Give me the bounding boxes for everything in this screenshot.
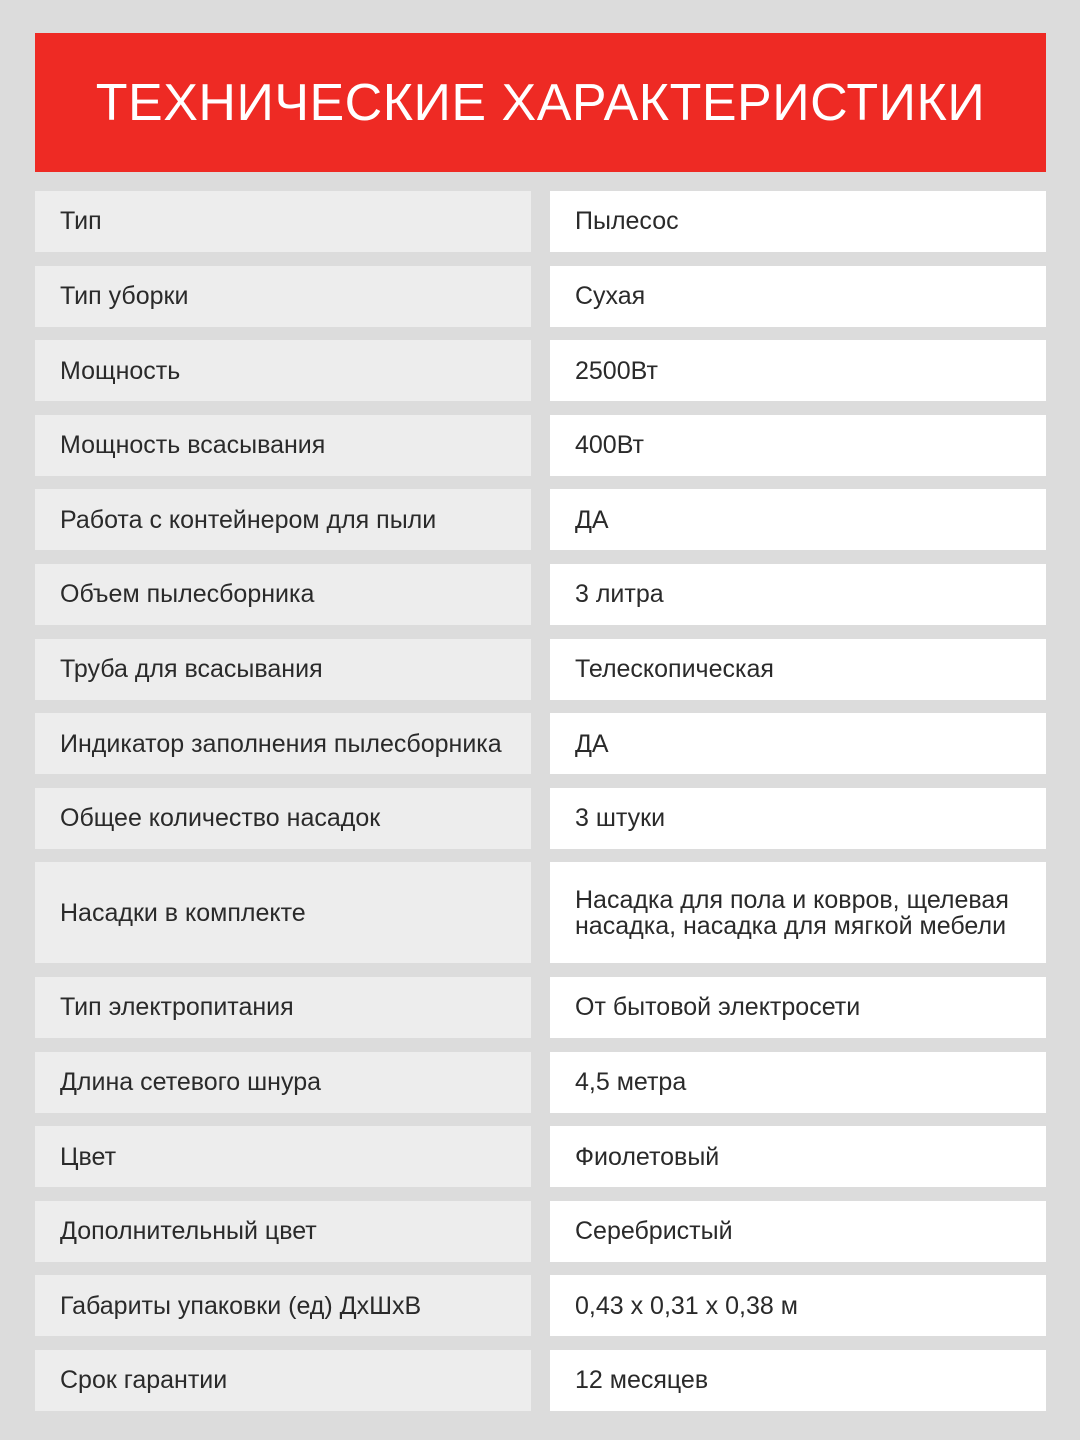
spec-label: Цвет bbox=[35, 1126, 531, 1187]
spec-row-dust-container bbox=[35, 489, 1046, 550]
spec-value: 4,5 метра bbox=[550, 1052, 1046, 1113]
spec-label: Тип bbox=[35, 191, 531, 252]
spec-value: Сухая bbox=[550, 266, 1046, 327]
spec-value: Телескопическая bbox=[550, 639, 1046, 700]
spec-row-included-nozzles bbox=[35, 862, 1046, 963]
spec-label: Индикатор заполнения пылесборника bbox=[35, 713, 531, 774]
spec-row-secondary-color bbox=[35, 1201, 1046, 1262]
spec-value: Серебристый bbox=[550, 1201, 1046, 1262]
spec-value: Насадка для пола и ковров, щелевая насадка, насадка для мягкой мебели bbox=[550, 862, 1046, 963]
spec-value: Пылесос bbox=[550, 191, 1046, 252]
spec-row-cleaning-type bbox=[35, 266, 1046, 327]
spec-value: ДА bbox=[550, 713, 1046, 774]
spec-row-fill-indicator bbox=[35, 713, 1046, 774]
spec-value: От бытовой электросети bbox=[550, 977, 1046, 1038]
spec-label: Мощность всасывания bbox=[35, 415, 531, 476]
spec-row-suction-tube bbox=[35, 639, 1046, 700]
spec-value: ДА bbox=[550, 489, 1046, 550]
spec-label: Срок гарантии bbox=[35, 1350, 531, 1411]
title-banner bbox=[35, 33, 1046, 172]
spec-label: Дополнительный цвет bbox=[35, 1201, 531, 1262]
spec-value: 3 штуки bbox=[550, 788, 1046, 849]
page-title: ТЕХНИЧЕСКИЕ ХАРАКТЕРИСТИКИ bbox=[95, 73, 986, 132]
spec-row-nozzle-count bbox=[35, 788, 1046, 849]
spec-row-cord-length bbox=[35, 1052, 1046, 1113]
spec-value: 3 литра bbox=[550, 564, 1046, 625]
spec-row-color bbox=[35, 1126, 1046, 1187]
spec-value: 12 месяцев bbox=[550, 1350, 1046, 1411]
spec-row-suction-power bbox=[35, 415, 1046, 476]
spec-table bbox=[35, 191, 1046, 1425]
spec-label: Мощность bbox=[35, 340, 531, 401]
spec-row-type bbox=[35, 191, 1046, 252]
spec-row-warranty bbox=[35, 1350, 1046, 1411]
spec-label: Общее количество насадок bbox=[35, 788, 531, 849]
spec-label: Объем пылесборника bbox=[35, 564, 531, 625]
spec-row-dust-volume bbox=[35, 564, 1046, 625]
spec-label: Работа с контейнером для пыли bbox=[35, 489, 531, 550]
spec-value: Фиолетовый bbox=[550, 1126, 1046, 1187]
spec-row-package-dimensions bbox=[35, 1275, 1046, 1336]
spec-label: Тип электропитания bbox=[35, 977, 531, 1038]
spec-label: Длина сетевого шнура bbox=[35, 1052, 531, 1113]
spec-row-power bbox=[35, 340, 1046, 401]
spec-label: Тип уборки bbox=[35, 266, 531, 327]
spec-value: 400Вт bbox=[550, 415, 1046, 476]
spec-label: Труба для всасывания bbox=[35, 639, 531, 700]
spec-label: Габариты упаковки (ед) ДхШхВ bbox=[35, 1275, 531, 1336]
spec-label: Насадки в комплекте bbox=[35, 862, 531, 963]
spec-row-power-supply bbox=[35, 977, 1046, 1038]
spec-value: 2500Вт bbox=[550, 340, 1046, 401]
spec-value: 0,43 x 0,31 x 0,38 м bbox=[550, 1275, 1046, 1336]
